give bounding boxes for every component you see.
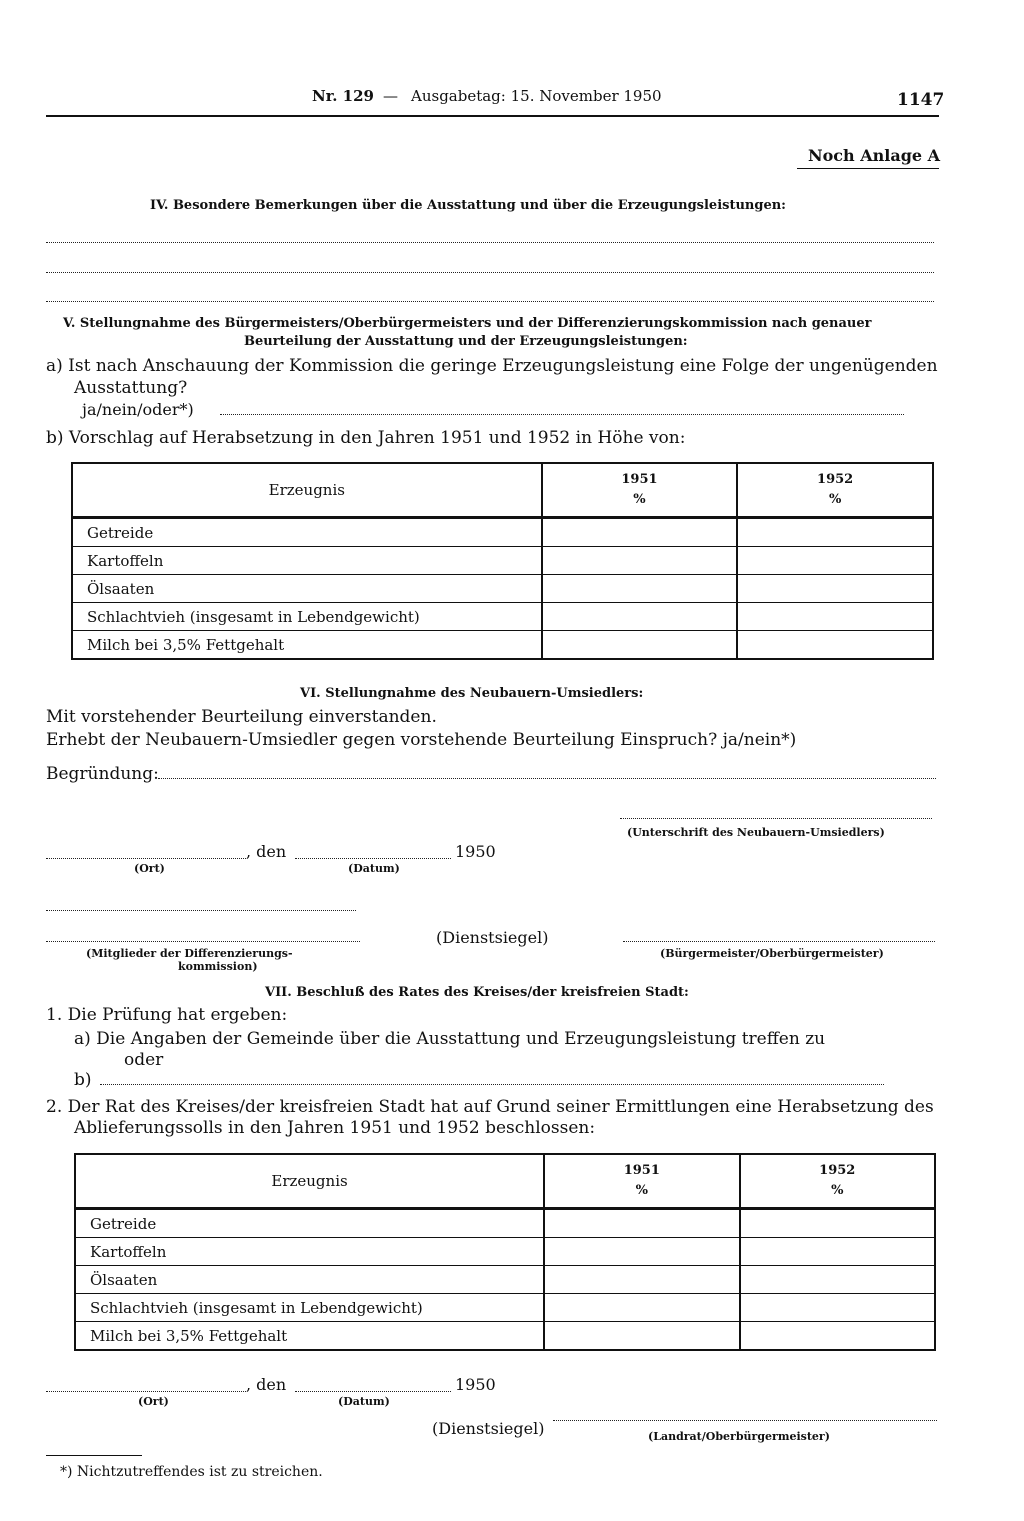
table-row — [75, 1238, 935, 1266]
value-1951[interactable] — [544, 1209, 739, 1238]
question-a-line-1: a) Ist nach Anschauung der Kommission die geringe Erzeugungsleistung eine Folge der ungenügenden — [46, 356, 938, 376]
settler-signature-field[interactable] — [620, 818, 932, 819]
col-header-1951 — [544, 1154, 739, 1209]
table-row — [72, 518, 933, 547]
page-number: 1147 — [897, 90, 945, 110]
year-1951: 1951 — [623, 1163, 660, 1178]
col-header-1951 — [542, 463, 738, 518]
section-vi-heading: VI. Stellungnahme des Neubauern-Umsiedlers: — [300, 686, 644, 701]
section-iv-heading: IV. Besondere Bemerkungen über die Ausstattung und über die Erzeugungsleistungen: — [150, 198, 786, 213]
footnote-rule — [46, 1455, 142, 1456]
section-vii-heading: VII. Beschluß des Rates des Kreises/der kreisfreien Stadt: — [265, 985, 689, 1000]
remarks-line-2[interactable] — [46, 272, 934, 273]
table-row — [72, 575, 933, 603]
product-name: Milch bei 3,5% Fettgehalt — [75, 1322, 544, 1351]
table-row — [72, 631, 933, 660]
review-option-a: a) Die Angaben der Gemeinde über die Ausstattung und Erzeugungsleistung treffen zu — [74, 1029, 826, 1049]
percent-1951: % — [633, 492, 646, 507]
product-name: Milch bei 3,5% Fettgehalt — [72, 631, 542, 660]
table-row — [75, 1294, 935, 1322]
value-1951[interactable] — [544, 1322, 739, 1351]
value-1952[interactable] — [737, 547, 933, 575]
place-label-1: (Ort) — [134, 862, 165, 875]
value-1951[interactable] — [542, 575, 738, 603]
percent-1951: % — [635, 1183, 648, 1198]
council-decision-line-1: 2. Der Rat des Kreises/der kreisfreien Stadt hat auf Grund seiner Ermittlungen eine Herabsetzung des — [46, 1097, 934, 1117]
district-signature-field[interactable] — [553, 1420, 937, 1421]
table-row — [72, 547, 933, 575]
objection-question: Erhebt der Neubauern-Umsiedler gegen vorstehende Beurteilung Einspruch? ja/nein*) — [46, 730, 797, 750]
product-name: Kartoffeln — [75, 1238, 544, 1266]
review-or: oder — [124, 1050, 164, 1070]
reason-field[interactable] — [158, 778, 936, 779]
council-decision-line-2: Ablieferungssolls in den Jahren 1951 und 1952 beschlossen: — [74, 1118, 596, 1138]
review-option-b: b) — [74, 1070, 92, 1090]
den-label-1: , den — [246, 842, 287, 861]
percent-1952: % — [831, 1183, 844, 1198]
value-1952[interactable] — [740, 1266, 935, 1294]
footnote: *) Nichtzutreffendes ist zu streichen. — [60, 1464, 323, 1480]
date-field-2[interactable] — [295, 1391, 451, 1392]
section-v-heading-1: V. Stellungnahme des Bürgermeisters/Oberbürgermeisters und der Differenzierungskommission nach genauer — [63, 316, 872, 331]
remarks-line-3[interactable] — [46, 301, 934, 302]
annex-underline — [797, 168, 939, 169]
value-1951[interactable] — [544, 1266, 739, 1294]
question-a-line-2: Ausstattung? — [74, 378, 188, 398]
product-name: Getreide — [72, 518, 542, 547]
den-label-2: , den — [246, 1375, 287, 1394]
year-1952: 1952 — [817, 472, 854, 487]
value-1952[interactable] — [740, 1238, 935, 1266]
question-a-answer-label: ja/nein/oder*) — [82, 400, 194, 419]
year-1951: 1951 — [621, 472, 658, 487]
seal-label-2: (Dienstsiegel) — [432, 1419, 545, 1438]
col-header-1952 — [740, 1154, 935, 1209]
value-1952[interactable] — [740, 1209, 935, 1238]
header-rule — [46, 115, 939, 117]
value-1952[interactable] — [737, 603, 933, 631]
table-row — [72, 603, 933, 631]
value-1952[interactable] — [740, 1294, 935, 1322]
percent-1952: % — [828, 492, 842, 507]
question-a-answer-field[interactable] — [220, 414, 904, 415]
year-label-1: 1950 — [455, 842, 496, 861]
reduction-table-decision — [74, 1153, 936, 1351]
place-label-2: (Ort) — [138, 1395, 169, 1408]
mayor-signature-field[interactable] — [623, 941, 935, 942]
issue-date: Ausgabetag: 15. November 1950 — [411, 87, 662, 105]
issue-number: Nr. 129 — [312, 87, 374, 105]
commission-label-2: kommission) — [178, 960, 258, 973]
commission-member-field-1[interactable] — [46, 910, 356, 911]
value-1951[interactable] — [542, 631, 738, 660]
value-1951[interactable] — [544, 1238, 739, 1266]
question-b: b) Vorschlag auf Herabsetzung in den Jahren 1951 und 1952 in Höhe von: — [46, 428, 686, 448]
value-1952[interactable] — [737, 518, 933, 547]
product-name: Schlachtvieh (insgesamt in Lebendgewicht) — [75, 1294, 544, 1322]
date-label-2: (Datum) — [338, 1395, 390, 1408]
review-result: 1. Die Prüfung hat ergeben: — [46, 1005, 288, 1025]
product-name: Kartoffeln — [72, 547, 542, 575]
seal-label-1: (Dienstsiegel) — [436, 928, 549, 947]
col-header-1952 — [737, 463, 933, 518]
remarks-line-1[interactable] — [46, 242, 934, 243]
place-field-1[interactable] — [46, 858, 246, 859]
reduction-table-proposal — [71, 462, 934, 660]
place-field-2[interactable] — [46, 1391, 246, 1392]
agreement-line: Mit vorstehender Beurteilung einverstanden. — [46, 707, 437, 727]
value-1951[interactable] — [542, 603, 738, 631]
value-1951[interactable] — [542, 518, 738, 547]
table-row — [75, 1322, 935, 1351]
section-v-heading-2: Beurteilung der Ausstattung und der Erzeugungsleistungen: — [244, 334, 688, 349]
reason-label: Begründung: — [46, 764, 159, 784]
col-header-product: Erzeugnis — [75, 1154, 544, 1209]
value-1952[interactable] — [740, 1322, 935, 1351]
settler-signature-label: (Unterschrift des Neubauern-Umsiedlers) — [627, 826, 885, 839]
table-row — [75, 1266, 935, 1294]
date-field-1[interactable] — [295, 858, 451, 859]
district-signer-label: (Landrat/Oberbürgermeister) — [648, 1430, 830, 1443]
product-name: Schlachtvieh (insgesamt in Lebendgewicht) — [72, 603, 542, 631]
product-name: Ölsaaten — [72, 575, 542, 603]
table-row — [75, 1209, 935, 1238]
review-option-b-field[interactable] — [100, 1084, 884, 1085]
value-1952[interactable] — [737, 631, 933, 660]
commission-member-field-2[interactable] — [46, 941, 360, 942]
year-1952: 1952 — [819, 1163, 856, 1178]
value-1951[interactable] — [544, 1294, 739, 1322]
year-label-2: 1950 — [455, 1375, 496, 1394]
mayor-label: (Bürgermeister/Oberbürgermeister) — [660, 947, 884, 960]
col-header-product: Erzeugnis — [72, 463, 542, 518]
header-dash: — — [383, 87, 398, 105]
product-name: Getreide — [75, 1209, 544, 1238]
date-label-1: (Datum) — [348, 862, 400, 875]
annex-label: Noch Anlage A — [808, 146, 941, 165]
value-1952[interactable] — [737, 575, 933, 603]
value-1951[interactable] — [542, 547, 738, 575]
product-name: Ölsaaten — [75, 1266, 544, 1294]
commission-label-1: (Mitglieder der Differenzierungs- — [86, 947, 293, 960]
